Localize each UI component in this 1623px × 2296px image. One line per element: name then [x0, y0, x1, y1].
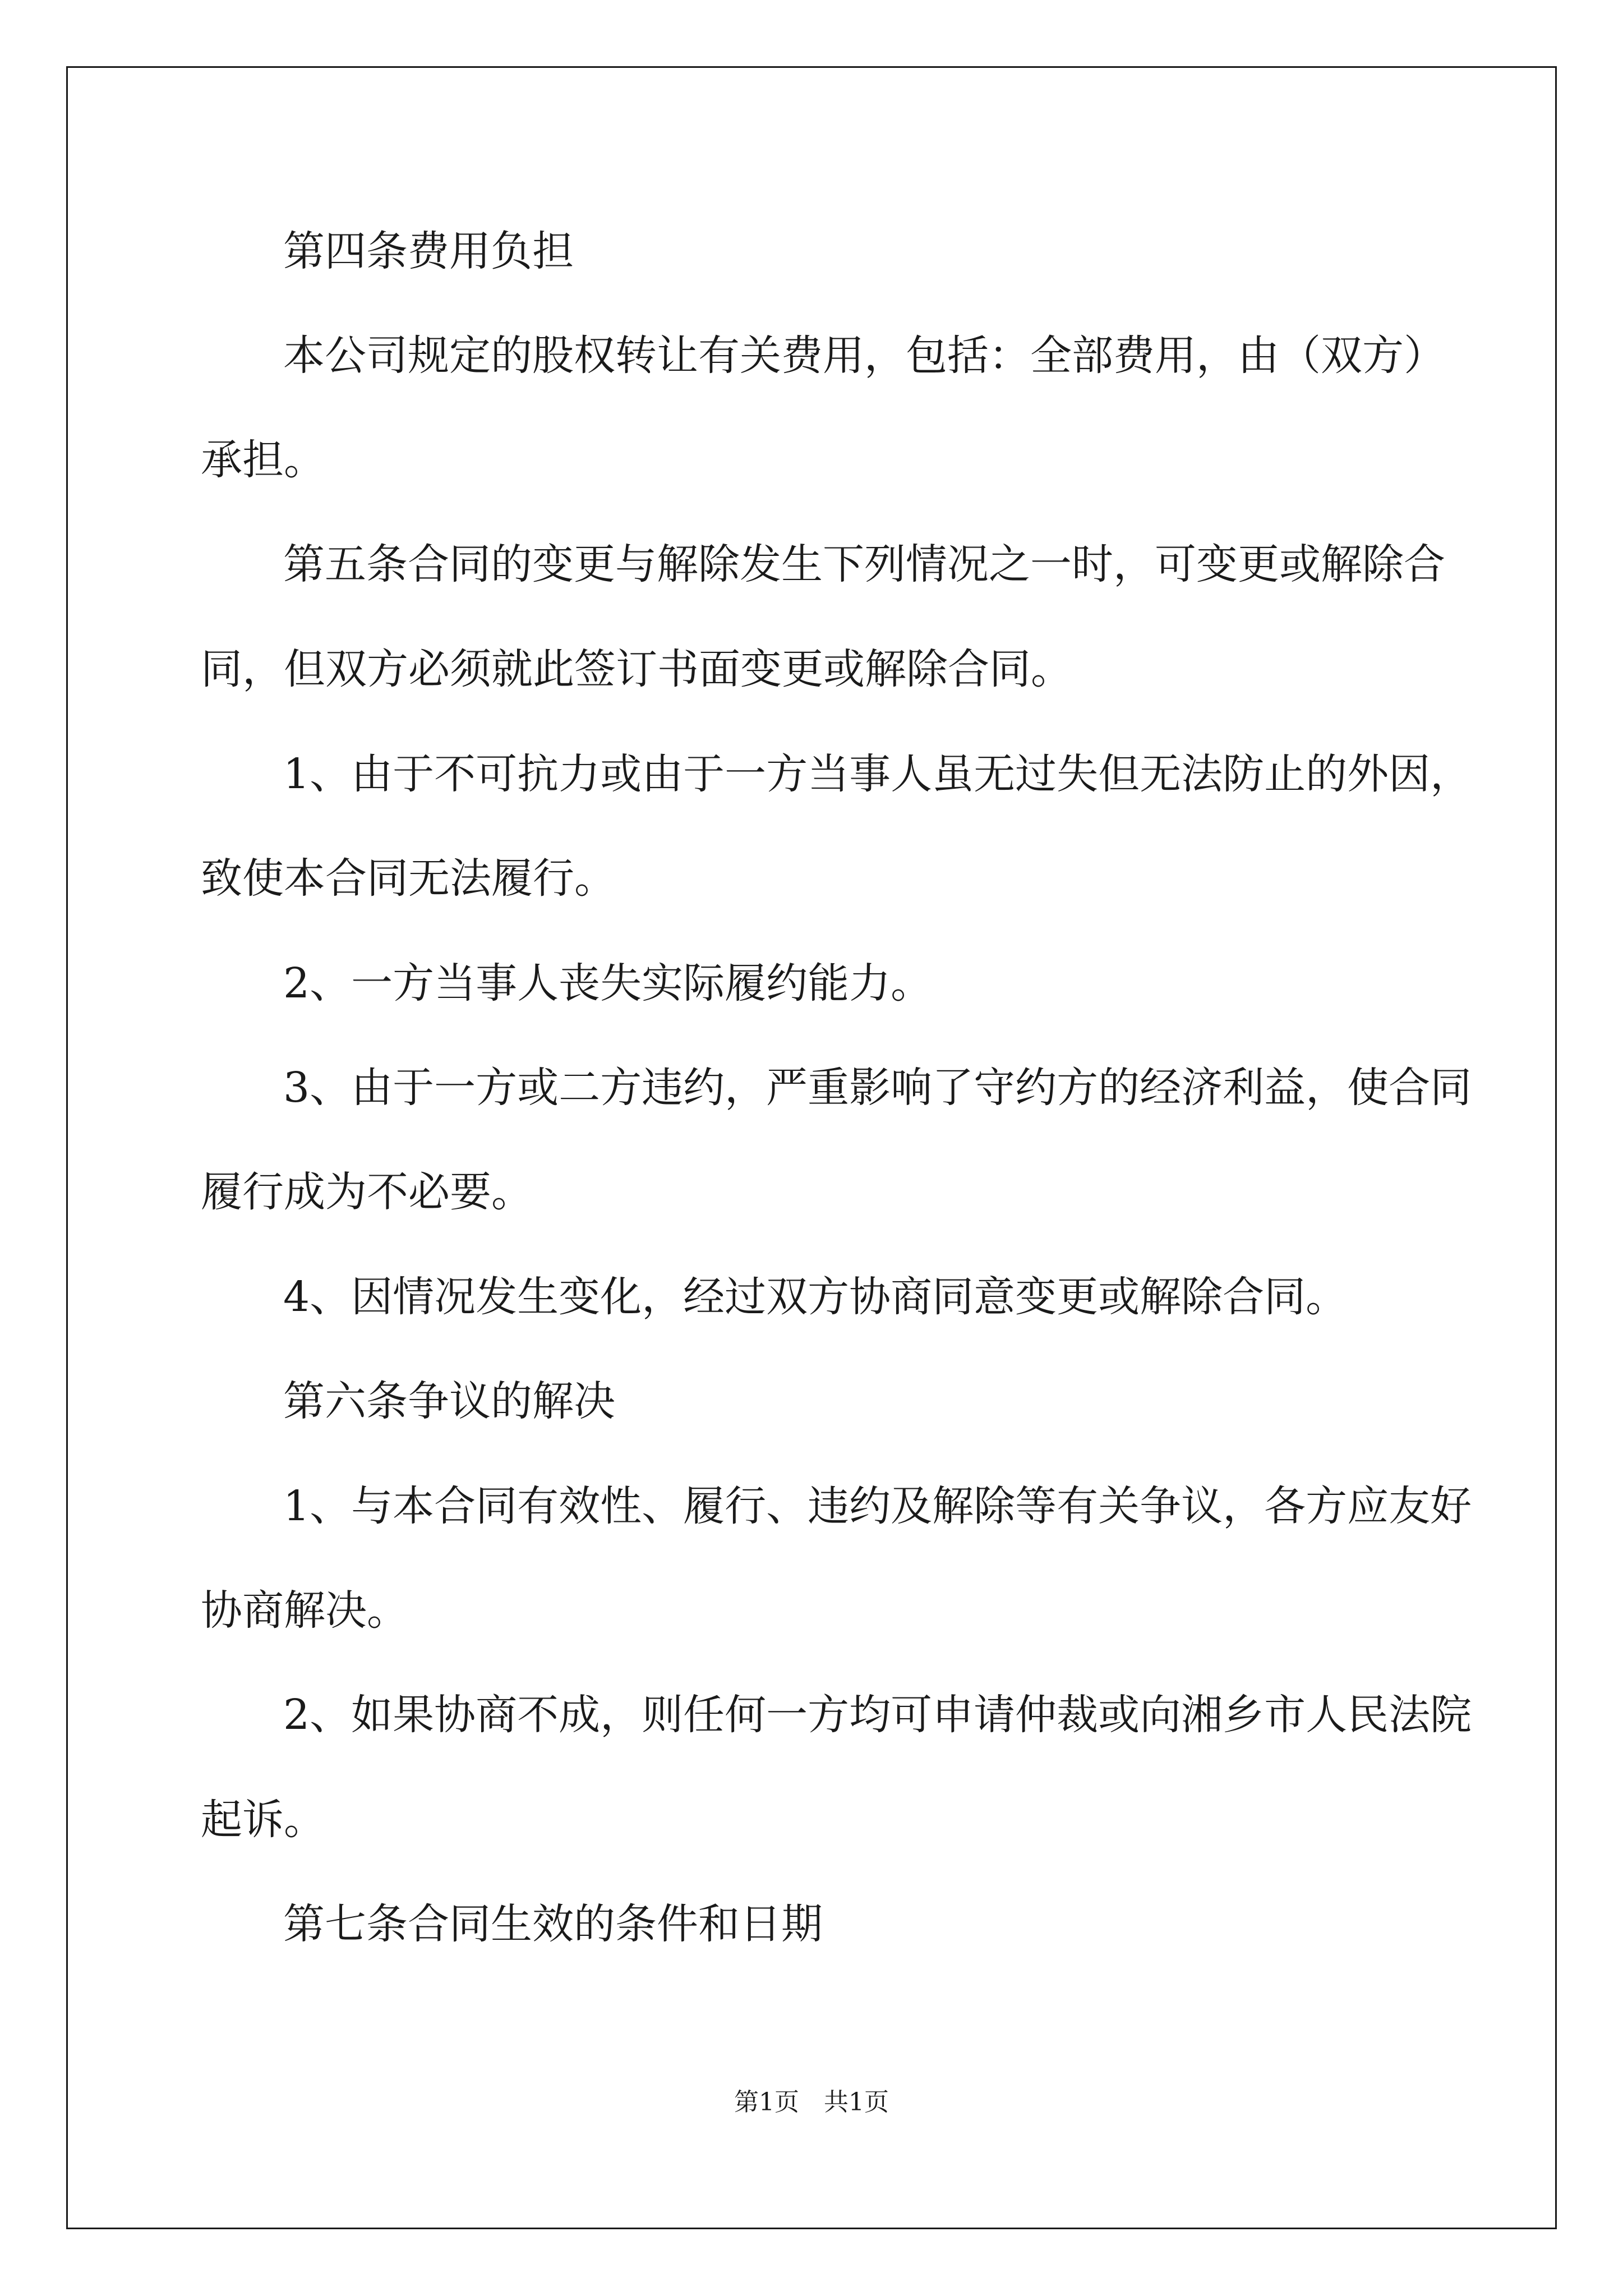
- list-item: 1、由于不可抗力或由于一方当事人虽无过失但无法防止的外因，: [283, 750, 1472, 798]
- list-item: 1、与本合同有效性、履行、违约及解除等有关争议，各方应友好: [283, 1482, 1472, 1530]
- paragraph-line: 本公司规定的股权转让有关费用，包括：全部费用，由（双方）: [283, 332, 1445, 380]
- page-number-footer: 第1页 共1页: [734, 2088, 889, 2116]
- list-item: 3、由于一方或二方违约，严重影响了守约方的经济利益，使合同: [283, 1064, 1472, 1112]
- article-7-heading: 第七条合同生效的条件和日期: [283, 1900, 823, 1948]
- paragraph-line: 履行成为不必要。: [201, 1168, 533, 1216]
- article-4-heading: 第四条费用负担: [283, 227, 574, 275]
- paragraph-line: 协商解决。: [201, 1586, 408, 1635]
- paragraph-line: 承担。: [201, 436, 325, 484]
- list-item: 4、因情况发生变化，经过双方协商同意变更或解除合同。: [283, 1273, 1348, 1321]
- article-6-heading: 第六条争议的解决: [283, 1377, 615, 1425]
- paragraph-line: 同，但双方必须就此签订书面变更或解除合同。: [201, 645, 1072, 693]
- list-item: 2、如果协商不成，则任何一方均可申请仲裁或向湘乡市人民法院: [283, 1691, 1472, 1739]
- article-5-heading: 第五条合同的变更与解除发生下列情况之一时，可变更或解除合: [283, 540, 1445, 588]
- paragraph-line: 起诉。: [201, 1796, 325, 1844]
- list-item: 2、一方当事人丧失实际履约能力。: [283, 959, 933, 1007]
- paragraph-line: 致使本合同无法履行。: [201, 854, 616, 903]
